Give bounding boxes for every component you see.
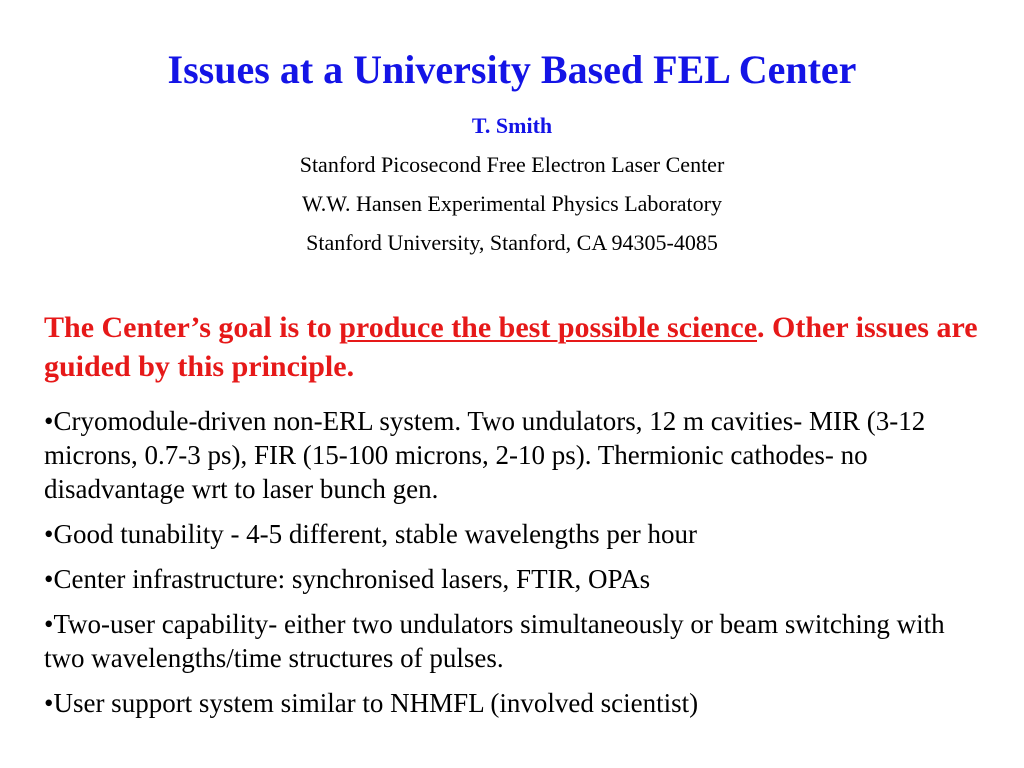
- goal-suffix: . Other issues are guided by this principle.: [44, 311, 978, 383]
- goal-emphasis: produce the best possible science: [339, 311, 758, 344]
- slide-title: Issues at a University Based FEL Center: [167, 47, 857, 92]
- bullet-item-cryomodule: •Cryomodule-driven non-ERL system. Two undulators, 12 m cavities- MIR (3-12 microns, 0.7-3 ps), FIR (15-100 microns, 2-10 ps). Thermionic cathodes- no disadvantage wrt to laser bunch gen.: [44, 406, 926, 504]
- affiliation-line-3: Stanford University, Stanford, CA 94305-4085: [306, 230, 718, 255]
- bullet-item-infrastructure: •Center infrastructure: synchronised lasers, FTIR, OPAs: [44, 564, 651, 594]
- affiliation-line-1: Stanford Picosecond Free Electron Laser Center: [299, 152, 725, 177]
- bullet-item-two-user: •Two-user capability- either two undulators simultaneously or beam switching with two wavelengths/time structures of pulses.: [44, 609, 945, 673]
- goal-prefix: The Center’s goal is to: [44, 311, 340, 344]
- bullet-item-user-support: •User support system similar to NHMFL (involved scientist): [44, 688, 699, 718]
- affiliation-line-2: W.W. Hansen Experimental Physics Laboratory: [302, 191, 722, 216]
- author-name: T. Smith: [471, 113, 553, 138]
- bullet-list: [44, 404, 984, 731]
- goal-statement: [44, 308, 984, 386]
- bullet-item-tunability: •Good tunability - 4-5 different, stable wavelengths per hour: [44, 519, 698, 549]
